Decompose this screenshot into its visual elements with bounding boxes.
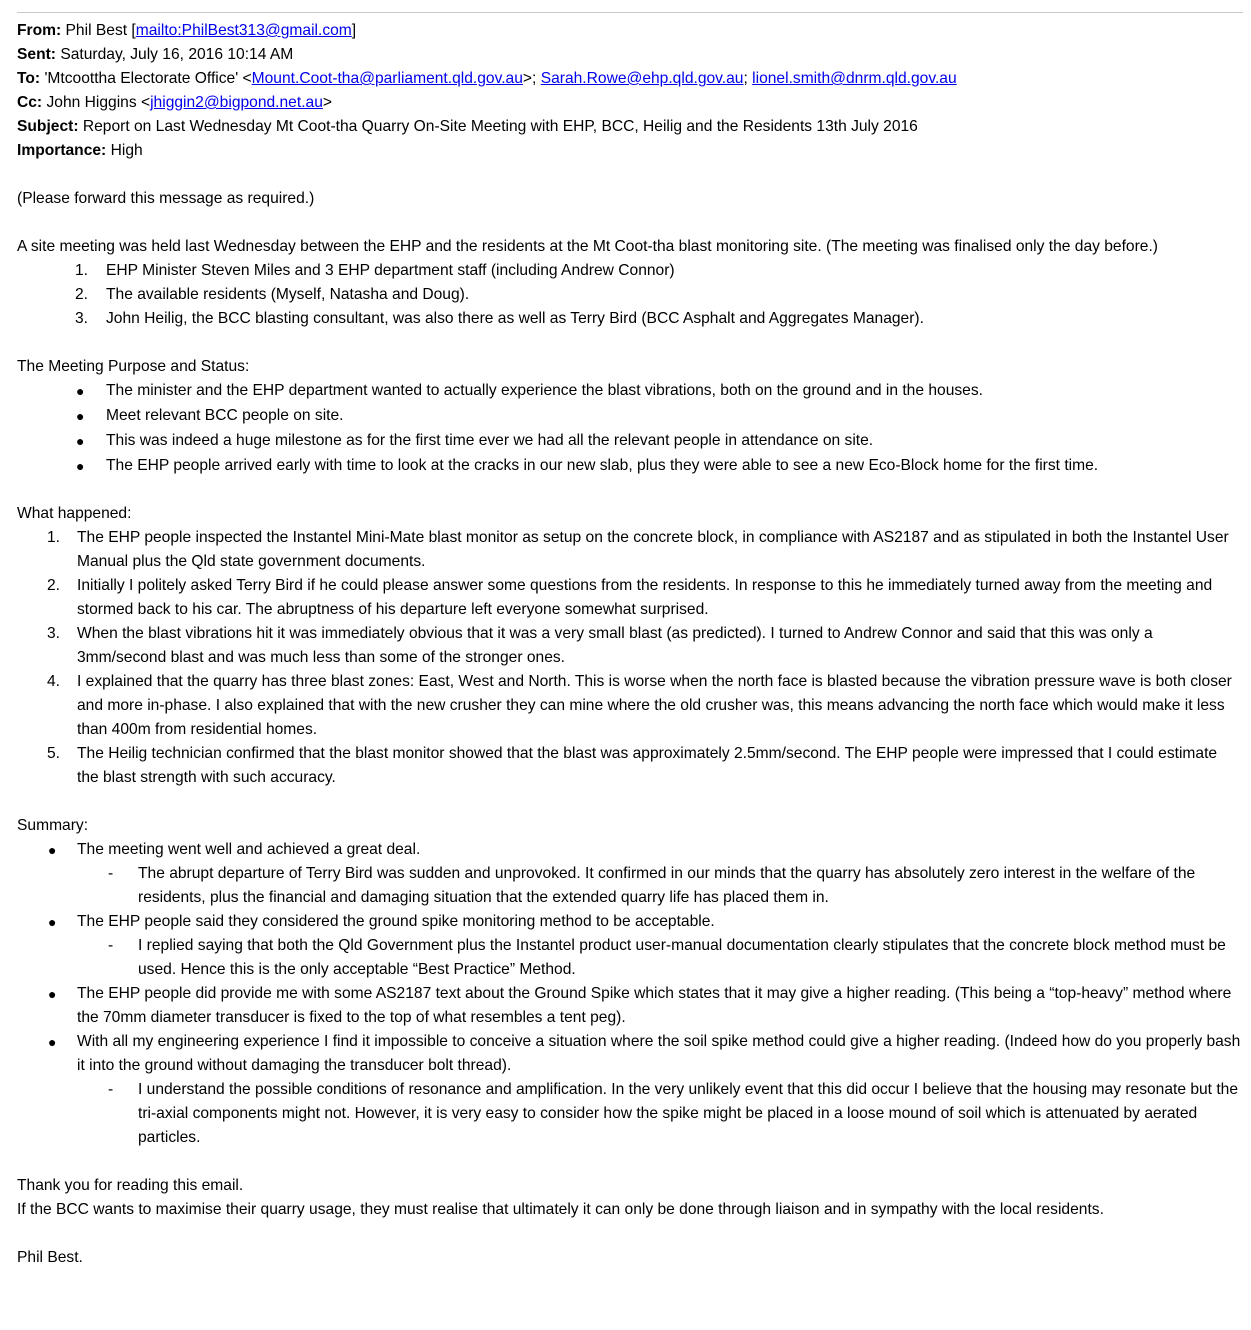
to-row: To: 'Mtcoottha Electorate Office' <Mount.Coot-tha@parliament.qld.gov.au>; Sarah.Rowe@ehp.qld.gov.au; lionel.smith@dnrm.qld.gov.au: [17, 70, 957, 87]
bullet-icon: ●: [48, 842, 57, 858]
list-item: [17, 1030, 1241, 1078]
list-item-text: This was indeed a huge milestone as for the first time ever we had all the relevant people in attendance on site.: [106, 432, 874, 449]
bullet-icon: ●: [76, 433, 85, 449]
bullet-icon: ●: [76, 408, 85, 424]
bullet-icon: ●: [76, 458, 85, 474]
list-item-text: The Heilig technician confirmed that the blast monitor showed that the blast was approximately 2.5mm/second. The EHP people were impressed that I could estimate the blast strength with such accuracy.: [77, 745, 1218, 786]
list-item-text: I understand the possible conditions of resonance and amplification. In the very unlikely event that this did occur I believe that the housing may resonate but the tri-axial components might not. However, it is very easy to consider how the spike might be placed in a loose mound of soil which is attenuated by aerated particles.: [138, 1081, 1239, 1146]
to-email-link-3[interactable]: lionel.smith@dnrm.qld.gov.au: [752, 70, 957, 87]
bullet-icon: ●: [48, 1034, 57, 1050]
from-name: Phil Best: [65, 22, 128, 39]
list-item: [17, 1078, 1241, 1150]
dash-marker: -: [108, 865, 114, 882]
list-item: [17, 429, 1241, 453]
list-number: 1.: [47, 529, 61, 546]
list-item: [17, 982, 1241, 1030]
email-message: [17, 19, 1241, 1270]
list-item: [17, 934, 1241, 982]
signature: Phil Best.: [17, 1249, 83, 1266]
from-email-link[interactable]: mailto:PhilBest313@gmail.com: [135, 22, 352, 39]
cc-email-link[interactable]: jhiggin2@bigpond.net.au: [150, 94, 323, 111]
list-number: 1.: [75, 262, 89, 279]
happened-heading: What happened:: [17, 505, 132, 522]
summary-sublist: [17, 862, 1241, 910]
importance-label: Importance:: [17, 142, 107, 159]
list-item: [17, 404, 1241, 428]
list-item: [17, 526, 1241, 574]
list-item-text: The minister and the EHP department wanted to actually experience the blast vibrations, both on the ground and in the houses.: [106, 382, 983, 399]
list-item-text: The meeting went well and achieved a great deal.: [77, 841, 421, 858]
list-item-text: The EHP people inspected the Instantel Mini-Mate blast monitor as setup on the concrete block, in compliance with AS2187 and as stipulated in both the Instantel User Manual plus the Qld state government documents.: [77, 529, 1229, 570]
list-item: [17, 622, 1241, 670]
summary-heading: Summary:: [17, 817, 89, 834]
forward-note: (Please forward this message as required.): [17, 190, 315, 207]
summary-list: [17, 982, 1241, 1078]
list-item-text: Meet relevant BCC people on site.: [106, 407, 344, 424]
list-item-text: The abrupt departure of Terry Bird was sudden and unprovoked. It confirmed in our minds that the quarry has absolutely zero interest in the welfare of the residents, plus the financial and damaging situation that the extended quarry life has placed them in.: [138, 865, 1196, 906]
list-item: [17, 307, 1241, 331]
importance-row: [17, 139, 1241, 163]
subject-row: [17, 115, 1241, 139]
cc-name: John Higgins: [46, 94, 137, 111]
list-item-text: The EHP people said they considered the ground spike monitoring method to be acceptable.: [77, 913, 715, 930]
list-number: 2.: [75, 286, 89, 303]
summary-list: [17, 910, 1241, 934]
list-item: [17, 862, 1241, 910]
list-item-text: Initially I politely asked Terry Bird if he could please answer some questions from the residents. In response to this he immediately turned away from the meeting and stormed back to his car. The abruptness of his departure left everyone somewhat surprised.: [77, 577, 1213, 618]
list-item: [17, 259, 1241, 283]
purpose-heading: The Meeting Purpose and Status:: [17, 358, 250, 375]
bullet-icon: ●: [48, 914, 57, 930]
list-item: [17, 670, 1241, 742]
list-item-text: When the blast vibrations hit it was immediately obvious that it was a very small blast (as predicted). I turned to Andrew Connor and said that this was only a 3mm/second blast and was much less than some of the stronger ones.: [77, 625, 1153, 666]
header-divider: [17, 12, 1243, 13]
list-item-text: I explained that the quarry has three blast zones: East, West and North. This is worse when the north face is blasted because the vibration pressure wave is both closer and more in-phase. I also explained that with the new crusher they can mine where the old crusher was, this means advancing the north face which would make it less than 400m from residential homes.: [77, 673, 1232, 738]
list-item-text: I replied saying that both the Qld Government plus the Instantel product user-manual documentation clearly stipulates that the concrete block method must be used. Hence this is the only acceptable “Best Practice” Method.: [138, 937, 1226, 978]
subject-label: Subject:: [17, 118, 79, 135]
happened-list: [17, 526, 1241, 790]
list-item-text: With all my engineering experience I find it impossible to conceive a situation where the soil spike method could give a higher reading. (Indeed how do you properly bash it into the ground without damaging the transducer bolt thread).: [77, 1033, 1241, 1074]
list-item: [17, 838, 1241, 862]
list-item: [17, 379, 1241, 403]
to-email-link-1[interactable]: Mount.Coot-tha@parliament.qld.gov.au: [251, 70, 523, 87]
list-number: 3.: [47, 625, 61, 642]
sent-row: [17, 43, 1241, 67]
thanks-line: Thank you for reading this email.: [17, 1177, 244, 1194]
dash-marker: -: [108, 937, 114, 954]
list-item-text: The EHP people did provide me with some AS2187 text about the Ground Spike which states that it may give a higher reading. (This being a “top-heavy” method where the 70mm diameter transducer is fixed to the top of what resembles a tent peg).: [77, 985, 1232, 1026]
purpose-list: [17, 379, 1241, 478]
to-label: To:: [17, 70, 41, 87]
attendees-list: [17, 259, 1241, 331]
bullet-icon: ●: [76, 383, 85, 399]
to-name: 'Mtcoottha Electorate Office': [44, 70, 239, 87]
intro-paragraph: A site meeting was held last Wednesday between the EHP and the residents at the Mt Coot-tha blast monitoring site. (The meeting was finalised only the day before.): [17, 238, 1158, 255]
subject-value: Report on Last Wednesday Mt Coot-tha Quarry On-Site Meeting with EHP, BCC, Heilig and the Residents 13th July 2016: [82, 118, 918, 135]
list-item: [17, 574, 1241, 622]
list-item-text: The available residents (Myself, Natasha and Doug).: [106, 286, 470, 303]
sent-value: Saturday, July 16, 2016 10:14 AM: [60, 46, 294, 63]
cc-label: Cc:: [17, 94, 43, 111]
list-item-text: The EHP people arrived early with time to look at the cracks in our new slab, plus they were able to see a new Eco-Block home for the first time.: [106, 457, 1099, 474]
summary-sublist: [17, 934, 1241, 982]
list-item-text: EHP Minister Steven Miles and 3 EHP department staff (including Andrew Connor): [106, 262, 675, 279]
summary-sublist: [17, 1078, 1241, 1150]
list-number: 2.: [47, 577, 61, 594]
list-item: [17, 454, 1241, 478]
list-number: 4.: [47, 673, 61, 690]
from-label: From:: [17, 22, 62, 39]
list-item: [17, 283, 1241, 307]
cc-row: Cc: John Higgins <jhiggin2@bigpond.net.au>: [17, 94, 332, 111]
dash-marker: -: [108, 1081, 114, 1098]
list-item: [17, 742, 1241, 790]
to-email-link-2[interactable]: Sarah.Rowe@ehp.qld.gov.au: [540, 70, 744, 87]
list-number: 5.: [47, 745, 61, 762]
importance-value: High: [110, 142, 143, 159]
closing-paragraph: If the BCC wants to maximise their quarry usage, they must realise that ultimately it can only be done through liaison and in sympathy with the local residents.: [17, 1201, 1104, 1218]
list-item: [17, 910, 1241, 934]
sent-label: Sent:: [17, 46, 56, 63]
summary-list: [17, 838, 1241, 862]
list-item-text: John Heilig, the BCC blasting consultant, was also there as well as Terry Bird (BCC Asphalt and Aggregates Manager).: [106, 310, 924, 327]
from-row: From: Phil Best [mailto:PhilBest313@gmail.com]: [17, 22, 357, 39]
list-number: 3.: [75, 310, 89, 327]
bullet-icon: ●: [48, 986, 57, 1002]
